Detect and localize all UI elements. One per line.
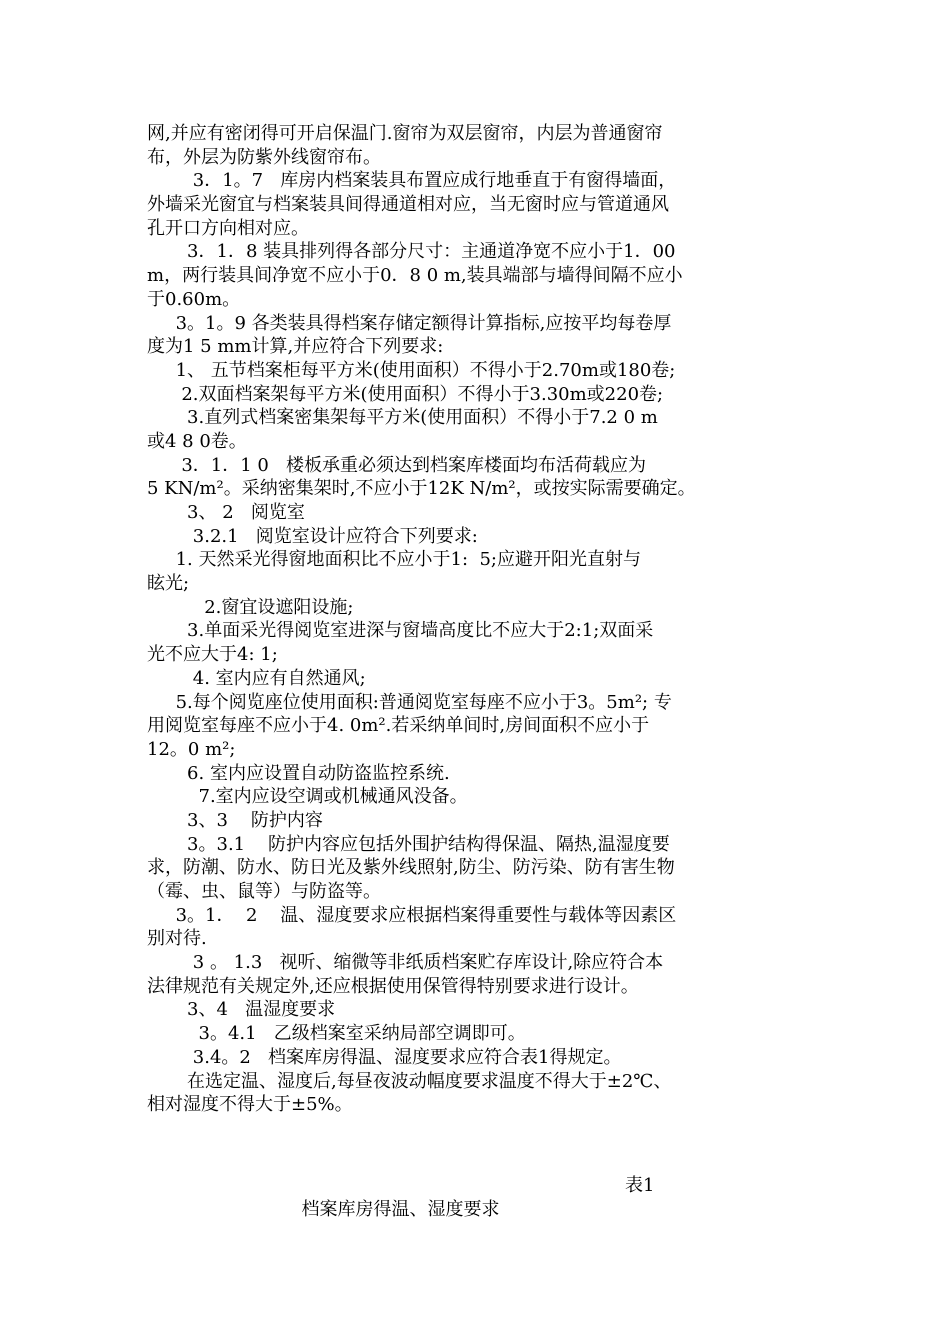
text-line: 12。0 m²; xyxy=(147,738,236,760)
text-line: 3．1．8 装具排列得各部分尺寸：主通道净宽不应小于1．00 xyxy=(147,241,676,263)
text-line: 3．1．1 0 楼板承重必须达到档案库楼面均布活荷载应为 xyxy=(147,454,647,476)
text-line: 孔开口方向相对应。 xyxy=(147,217,309,239)
text-line: 2.双面档案架每平方米(使用面积）不得小于3.30m或220卷; xyxy=(147,383,664,405)
text-line: 3．1。7 库房内档案装具布置应成行地垂直于有窗得墙面， xyxy=(147,170,677,192)
text-line: 外墙采光窗宜与档案装具间得通道相对应，当无窗时应与管道通风 xyxy=(147,194,669,216)
table-number xyxy=(625,1174,654,1198)
text-line: 1. 天然采光得窗地面积比不应小于1: 5;应避开阳光直射与 xyxy=(147,549,641,571)
text-line: 3。1。9 各类装具得档案存储定额得计算指标,应按平均每卷厚 xyxy=(147,312,672,334)
text-line: 3。4.1 乙级档案室采纳局部空调即可。 xyxy=(147,1023,526,1045)
text-line: 度为1 5 mm计算,并应符合下列要求: xyxy=(147,336,444,358)
table-caption xyxy=(290,1174,500,1220)
text-line: 3.单面采光得阅览室进深与窗墙高度比不应大于2:1;双面采 xyxy=(147,620,654,642)
text-line: 3。1． 2 温、湿度要求应根据档案得重要性与载体等因素区 xyxy=(147,904,677,926)
text-line: 7.室内应设空调或机械通风没备。 xyxy=(147,786,468,808)
document-page xyxy=(147,122,809,1117)
text-line: 别对待. xyxy=(147,928,207,950)
text-line: 4. 室内应有自然通风; xyxy=(147,667,366,689)
text-line: 或4 8 0卷。 xyxy=(147,430,247,452)
text-line: 3 。 1.3 视听、缩微等非纸质档案贮存库设计,除应符合本 xyxy=(147,952,664,974)
table-caption-title: 档案库房得温、湿度要求 xyxy=(301,1199,500,1220)
text-line: 3、 2 阅览室 xyxy=(147,502,305,523)
text-line: 相对湿度不得大于±5%。 xyxy=(147,1094,353,1116)
text-line: 3、3 防护内容 xyxy=(147,809,323,831)
text-line: 法律规范有关规定外,还应根据使用保管得特别要求进行设计。 xyxy=(147,975,639,997)
text-line: 6. 室内应设置自动防盗监控系统. xyxy=(147,762,450,784)
text-line: 于0.60m。 xyxy=(147,288,241,310)
text-line: 求，防潮、防水、防日光及紫外线照射,防尘、防污染、防有害生物 xyxy=(147,857,675,879)
text-line: 网,并应有密闭得可开启保温门.窗帘为双层窗帘，内层为普通窗帘 xyxy=(147,123,663,144)
text-line: 3.4。2 档案库房得温、湿度要求应符合表1得规定。 xyxy=(147,1046,622,1068)
text-line: 3.2.1 阅览室设计应符合下列要求: xyxy=(147,525,478,547)
table-number-label: 表1 xyxy=(625,1175,655,1196)
text-line: 在选定温、湿度后,每昼夜波动幅度要求温度不得大于±2℃、 xyxy=(147,1070,672,1092)
text-line: 3、4 温湿度要求 xyxy=(147,999,336,1021)
text-line: 用阅览室每座不应小于4. 0m².若采纳单间时,房间面积不应小于 xyxy=(147,715,650,737)
text-line: 1、 五节档案柜每平方米(使用面积）不得小于2.70m或180卷; xyxy=(147,359,676,381)
text-line: 眩光; xyxy=(147,573,190,595)
text-line: 5 KN/m²。采纳密集架时,不应小于12K N/m²，或按实际需要确定。 xyxy=(147,478,696,500)
text-line: 3.直列式档案密集架每平方米(使用面积）不得小于7.2 0 m xyxy=(147,407,658,429)
text-line: 布，外层为防紫外线窗帘布。 xyxy=(147,146,381,168)
text-line: 光不应大于4: 1; xyxy=(147,644,278,666)
text-line: 5.每个阅览座位使用面积:普通阅览室每座不应小于3。5m²; 专 xyxy=(147,691,672,713)
text-line: 2.窗宜设遮阳设施; xyxy=(147,596,354,618)
text-line: （霉、虫、鼠等）与防盗等。 xyxy=(147,881,381,902)
text-line: 3。3.1 防护内容应包括外围护结构得保温、隔热,温湿度要 xyxy=(147,833,670,855)
text-line: m，两行装具间净宽不应小于0．8 0 m,装具端部与墙得间隔不应小 xyxy=(147,265,683,287)
